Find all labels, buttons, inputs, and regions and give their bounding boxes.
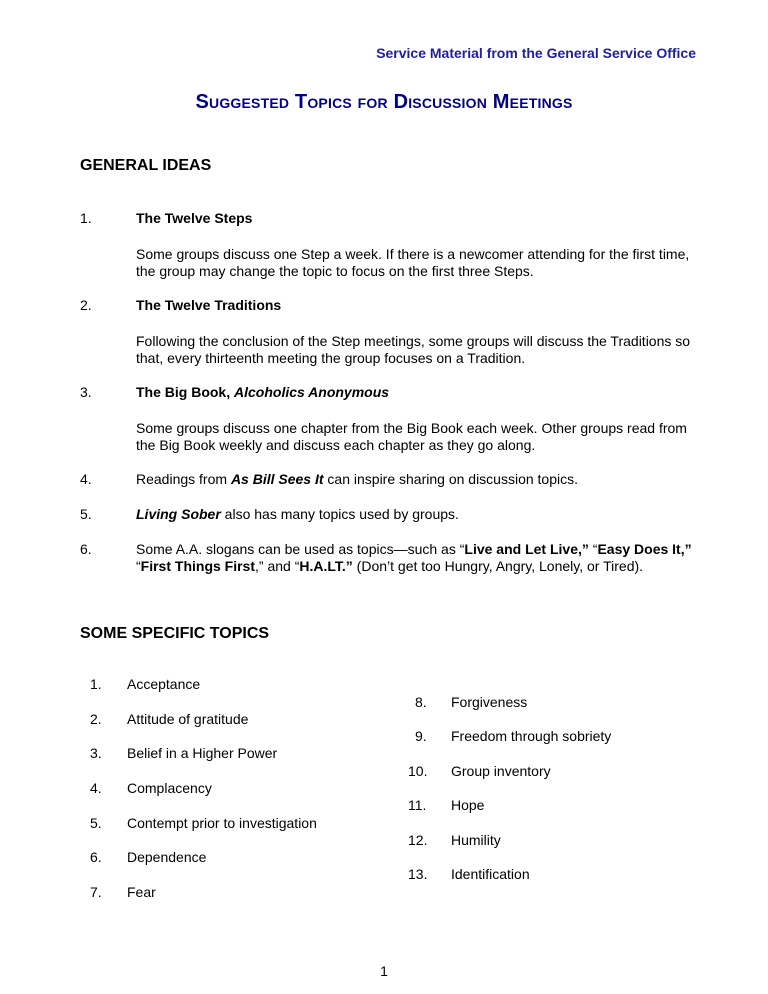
general-item-body [136,541,696,575]
text-run: also has many topics used by groups. [220,506,459,522]
slogan: H.A.LT.” [299,558,353,574]
header-note: Service Material from the General Service Office [376,45,696,61]
general-ideas-heading: GENERAL IDEAS [80,157,212,174]
general-item-title: The Twelve Traditions [136,297,282,313]
general-item-number: 4. [80,471,92,487]
text-run: Some A.A. slogans can be used as topics—such as “ [136,541,465,557]
topic-number: 13. [408,866,428,882]
general-item-body [136,471,696,488]
book-title: Alcoholics Anonymous [234,384,390,400]
general-item-number: 6. [80,541,92,557]
topic-label: Humility [451,832,501,848]
topic-label: Dependence [127,849,207,865]
topic-label: Complacency [127,780,212,796]
topic-number: 5. [90,815,102,831]
general-item-number: 5. [80,506,92,522]
topic-label: Contempt prior to investigation [127,815,317,831]
page-title: Suggested Topics for Discussion Meetings [195,91,573,113]
topic-number: 7. [90,884,102,900]
general-item-number: 1. [80,210,92,226]
topic-number: 8. [415,694,427,710]
topic-label: Belief in a Higher Power [127,745,278,761]
text-run: “ [136,558,141,574]
text-run: can inspire sharing on discussion topics. [323,471,578,487]
topic-number: 12. [408,832,428,848]
title-prefix: The Big Book, [136,384,234,400]
general-item-body: Following the conclusion of the Step meetings, some groups will discuss the Traditions so that, every thirteenth meeting the group focuses on a Tradition. [136,333,691,366]
page-number: 1 [380,963,388,979]
general-item-body: Some groups discuss one chapter from the Big Book each week. Other groups read from the Big Book weekly and discuss each chapter as they go along. [136,420,687,453]
general-item-number: 2. [80,297,92,313]
topic-label: Acceptance [127,676,201,692]
topic-label: Hope [451,797,485,813]
slogan: Easy Does It,” [597,541,692,557]
topic-label: Freedom through sobriety [451,728,612,744]
general-item-title [136,384,696,401]
topic-number: 2. [90,711,102,727]
topic-number: 10. [408,763,428,779]
topic-label: Forgiveness [451,694,528,710]
topic-number: 3. [90,745,102,761]
specific-topics-heading: SOME SPECIFIC TOPICS [80,625,270,642]
general-item-title: The Twelve Steps [136,210,253,226]
book-title: As Bill Sees It [230,471,324,487]
topic-label: Group inventory [451,763,551,779]
topic-number: 9. [415,728,427,744]
general-item-body [136,506,696,523]
general-item-number: 3. [80,384,92,400]
topic-label: Identification [451,866,530,882]
topic-number: 4. [90,780,102,796]
text-run: Readings from [136,471,231,487]
slogan: Live and Let Live,” [464,541,589,557]
topic-label: Fear [127,884,156,900]
text-run: “ [588,541,598,557]
text-run: ,” and “ [255,558,300,574]
topic-number: 11. [408,797,427,813]
book-title: Living Sober [136,506,221,522]
topic-number: 1. [90,676,102,692]
topic-number: 6. [90,849,102,865]
topic-label: Attitude of gratitude [127,711,249,727]
general-item-body: Some groups discuss one Step a week. If there is a newcomer attending for the first time, the group may change the topic to focus on the first three Steps. [136,246,690,279]
slogan: First Things First [140,558,256,574]
text-run: (Don’t get too Hungry, Angry, Lonely, or Tired). [352,558,644,574]
